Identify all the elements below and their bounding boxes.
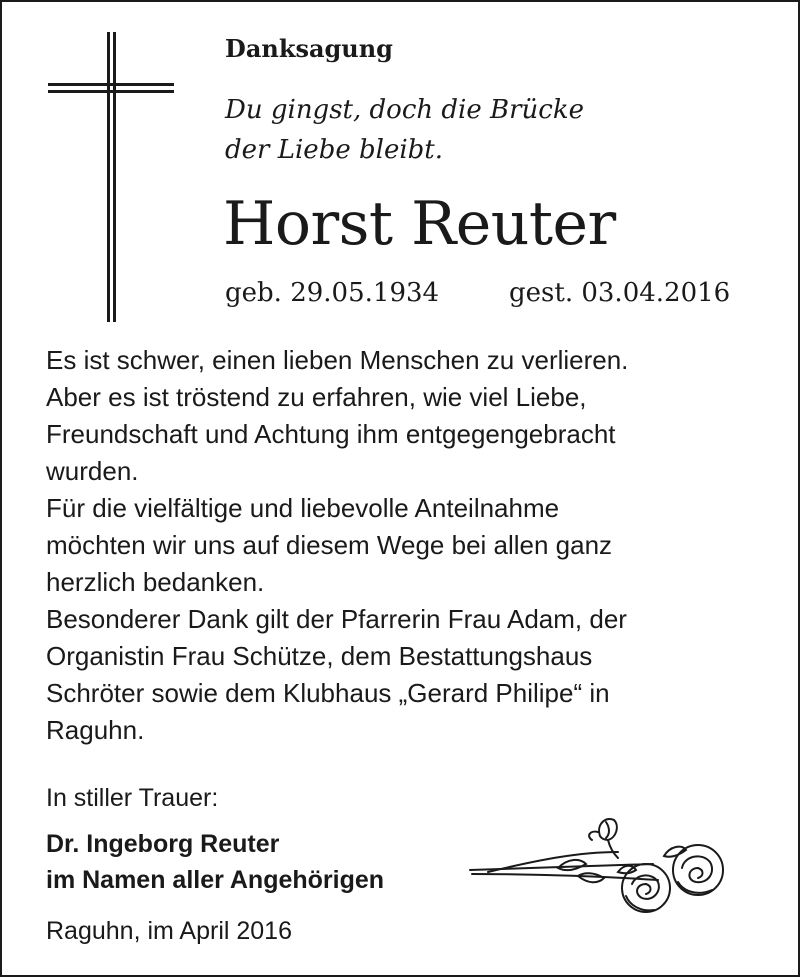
thanks-message [46,342,766,749]
message-line: herzlich bedanken. [46,567,265,597]
motto-line: Du gingst, doch die Brücke [225,95,584,125]
message-line: Raguhn. [46,715,145,745]
message-line: möchten wir uns auf diesem Wege bei allen ganz [46,530,613,560]
birth-date: geb. 29.05.1934 [225,278,440,308]
place-date: Raguhn, im April 2016 [46,917,292,945]
signer [46,826,384,898]
rose-icon [468,812,738,922]
message-line: Für die vielfältige und liebevolle Anteilnahme [46,493,560,523]
death-date: gest. 03.04.2016 [509,278,731,308]
notice-heading: Danksagung [225,34,393,63]
message-line: Schröter sowie dem Klubhaus „Gerard Philipe“ in [46,678,610,708]
signer-subtitle: im Namen aller Angehörigen [46,866,385,894]
message-line: wurden. [46,456,139,486]
message-line: Es ist schwer, einen lieben Menschen zu verlieren. [46,345,629,375]
motto [225,90,584,170]
mourning-line: In stiller Trauer: [46,784,219,812]
motto-line: der Liebe bleibt. [225,135,444,165]
cross-icon [48,32,178,322]
signer-name: Dr. Ingeborg Reuter [46,830,280,858]
deceased-name: Horst Reuter [223,189,616,259]
message-line: Aber es ist tröstend zu erfahren, wie viel Liebe, [46,382,587,412]
message-line: Freundschaft und Achtung ihm entgegengebracht [46,419,616,449]
message-line: Besonderer Dank gilt der Pfarrerin Frau Adam, der [46,604,627,634]
message-line: Organistin Frau Schütze, dem Bestattungshaus [46,641,593,671]
